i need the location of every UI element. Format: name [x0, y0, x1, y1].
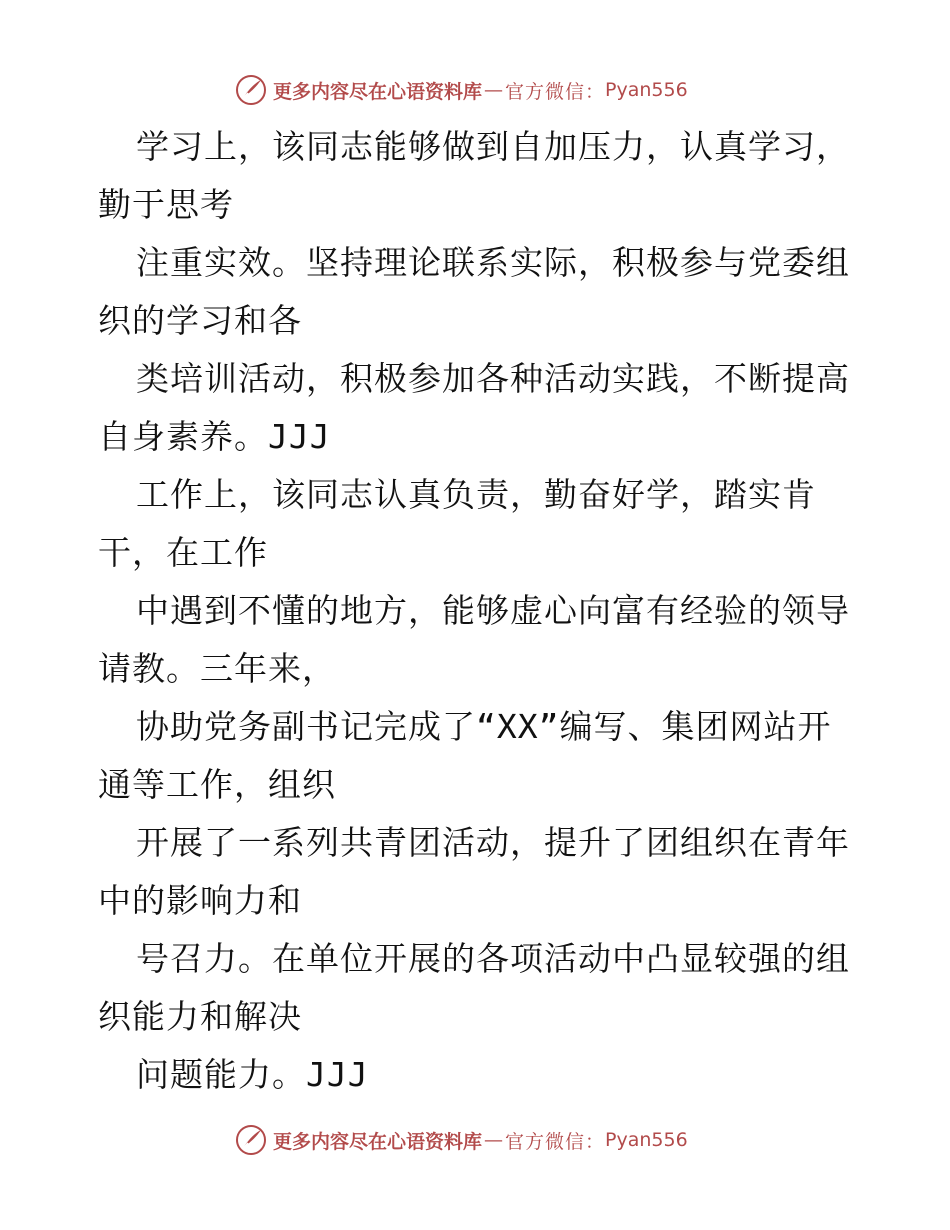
quill-pen-logo-icon [235, 1124, 267, 1156]
text-line: 学习上，该同志能够做到自加压力，认真学习， [136, 127, 850, 166]
banner-dash: — [484, 1129, 504, 1151]
banner-official-label: 官方微信： [505, 80, 606, 103]
text-line: 中遇到不懂的地方，能够虚心向富有经验的领导 [136, 591, 850, 630]
header-banner [235, 72, 715, 108]
text-line: 类培训活动，积极参加各种活动实践，不断提高 [136, 359, 850, 398]
text-line: 织能力和解决 [98, 997, 302, 1036]
text-line: 问题能力。JJJ [136, 1055, 369, 1094]
text-line: 织的学习和各 [98, 301, 302, 340]
banner-wechat-id: Pyan556 [605, 1129, 688, 1151]
banner-official-label: 官方微信： [505, 1130, 606, 1153]
banner-brand-text: 更多内容尽在心语资料库 [273, 1130, 483, 1153]
quill-pen-logo-icon [235, 74, 267, 106]
banner-brand-text: 更多内容尽在心语资料库 [273, 80, 483, 103]
text-line: 通等工作，组织 [98, 765, 336, 804]
banner-wechat-id: Pyan556 [605, 79, 688, 101]
text-line: 协助党务副书记完成了“XX”编写、集团网站开 [136, 707, 832, 746]
text-line: 勤于思考 [98, 185, 234, 224]
body-text [98, 118, 868, 1104]
banner-dash: — [484, 79, 504, 101]
text-line: 工作上，该同志认真负责，勤奋好学，踏实肯 [136, 475, 816, 514]
text-line: 干，在工作 [98, 533, 268, 572]
footer-banner [235, 1122, 715, 1158]
text-line: 请教。三年来， [98, 649, 336, 688]
text-line: 中的影响力和 [98, 881, 302, 920]
text-line: 开展了一系列共青团活动，提升了团组织在青年 [136, 823, 850, 862]
text-line: 注重实效。坚持理论联系实际，积极参与党委组 [136, 243, 850, 282]
text-line: 自身素养。JJJ [98, 417, 331, 456]
text-line: 号召力。在单位开展的各项活动中凸显较强的组 [136, 939, 850, 978]
